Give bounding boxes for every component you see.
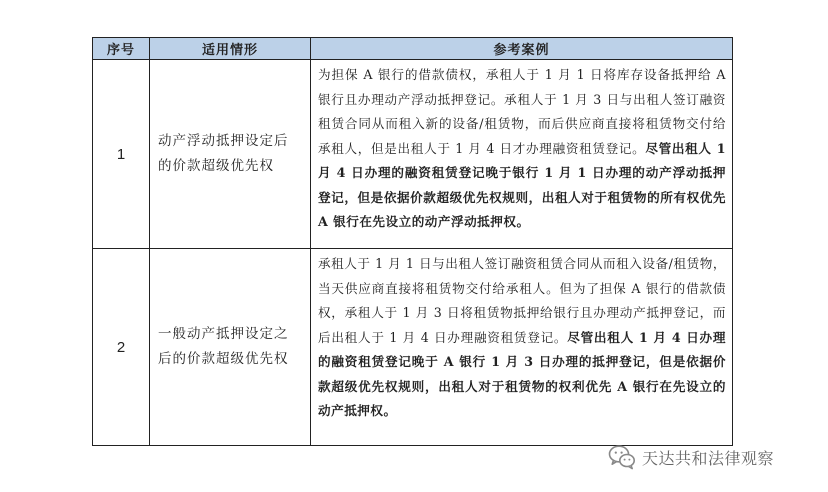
case-emphasis: 尽管出租人 1 月 4 日办理的融资租赁登记晚于银行 1 月 1 日办理的动产浮动抵押登记，但是依据价款超级优先权规则，出租人对于租赁物的所有权优先 A 银行在先设立的动产浮动抵押权。	[318, 140, 726, 229]
header-number: 序号	[93, 38, 150, 60]
header-situation: 适用情形	[150, 38, 311, 60]
table-row	[93, 60, 733, 249]
case-cell	[311, 249, 733, 446]
case-emphasis: 尽管出租人 1 月 4 日办理的融资租赁登记晚于 A 银行 1 月 3 日办理的抵押登记，但是依据价款超级优先权规则，出租人对于租赁物的权利优先 A 银行在先设立的动产抵押权。	[318, 329, 726, 418]
header-case: 参考案例	[311, 38, 733, 60]
case-cell	[311, 60, 733, 249]
watermark-text: 天达共和法律观察	[642, 448, 775, 468]
situation-cell: 一般动产抵押设定之后的价款超级优先权	[150, 249, 311, 446]
table-header-row	[93, 38, 733, 60]
situation-cell: 动产浮动抵押设定后的价款超级优先权	[150, 60, 311, 249]
wechat-icon	[608, 444, 636, 470]
case-text: 为担保 A 银行的借款债权，承租人于 1 月 1 日将库存设备抵押给 A 银行且办理动产浮动抵押登记。承租人于 1 月 3 日与出租人签订融资租赁合同从而租入新的设备/租赁物，而后供应商直接将租赁物交付给承租人，但是出租人于 1 月 4 日才办理融资租赁登记。	[318, 67, 726, 156]
table-row	[93, 249, 733, 446]
row-number: 1	[93, 60, 150, 249]
watermark	[608, 444, 774, 470]
case-text: 承租人于 1 月 1 日与出租人签订融资租赁合同从而租入设备/租赁物，当天供应商直接将租赁物交付给承租人。但为了担保 A 银行的借款债权，承租人于 1 月 3 日将租赁物抵押给银行且办理动产抵押登记，而后出租人于 1 月 4 日办理融资租赁登记。	[318, 256, 726, 345]
row-number: 2	[93, 249, 150, 446]
comparison-table	[92, 37, 733, 446]
